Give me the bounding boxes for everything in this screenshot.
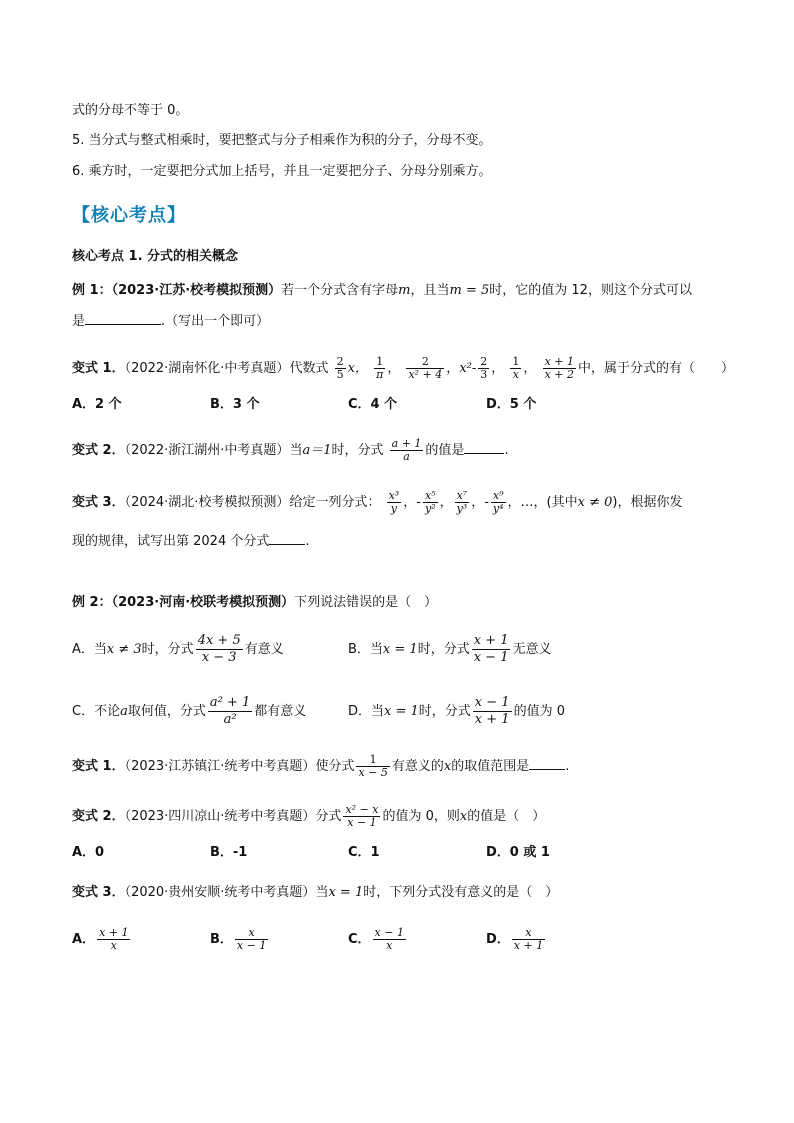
term-suffix: x， [347,361,368,376]
section-title: 核心考点 1. 分式的相关概念 [72,249,239,264]
answer-blank[interactable] [85,310,161,325]
variant-3a-prefix: 变式 3． [72,495,125,510]
option-a[interactable]: A．当x ≠ 3时，分式 $\frac{4x + 5}{x - 3}$ 有意义 [72,633,284,665]
example-1-prefix: 例 1： [72,283,112,298]
variant-2b-text-a: 分式 [315,809,342,824]
variant-1b-prefix: 变式 1． [72,759,125,774]
variant-1b-var: x [443,759,452,774]
option-a[interactable]: A．0 [72,845,105,860]
option-d[interactable]: D． $\frac{x}{x + 1}$ [486,926,544,952]
example-1-cond: m = 5 [449,283,490,298]
fraction: $\frac{\text{a² + 1}}{\text{a²}}$ [209,695,251,727]
variant-1b-text-a: 使分式 [315,759,355,774]
variant-1b-text-b: 有意义的 [391,759,444,774]
example-1 [72,280,732,302]
fraction: $\frac{\text{x⁷}}{\text{y³}}$ [456,489,468,515]
variant-2a-text-b: 时，分式 [331,443,384,458]
fraction: $\frac{2}{3}$ [480,355,488,381]
fraction: $\frac{x + 1}{x - 1}$ [473,633,509,665]
option-d[interactable]: D．0 或 1 [486,845,550,860]
variant-3b-cond: x = 1 [328,885,364,900]
option-c[interactable]: C．不论a取何值，分式 $\frac{\text{a² + 1}}{\text{a²}}$ 都有意义 [72,695,307,727]
fraction: $\frac{x}{x - 1}$ [236,926,267,952]
variant-2a-prefix: 变式 2． [72,443,125,458]
fraction: $\frac{x - 1}{x}$ [374,926,404,952]
variant-2b [72,800,732,834]
example-1-text-a: 若一个分式含有字母 [281,283,399,298]
option-a[interactable]: A． $\frac{x + 1}{x}$ [72,926,129,952]
term-sign: - [484,495,489,510]
fraction: $\frac{x + 1}{x + 2}$ [544,355,574,381]
separator: ， [446,361,460,376]
separator: ， [491,361,505,376]
fraction: $\frac{2}{\text{x² + 4}}$ [408,355,443,381]
fraction: $\frac{\text{x² − x}}{x - 1}$ [345,803,379,829]
fraction: $\frac{x + 1}{x}$ [99,926,129,952]
section-banner: 【核心考点】 [72,205,186,226]
variant-2a-source: （2022·浙江湖州·中考真题） [124,443,290,458]
separator: ， [523,361,537,376]
term-sign: - [416,495,421,510]
variant-2a-text-a: 当 [289,443,303,458]
variant-3b-text-b: 时，下列分式没有意义的是（ ） [363,885,559,900]
variant-2b-var: x [459,809,468,824]
intro-line-cont: 式的分母不等于 0。 [72,103,189,118]
variant-1a [72,352,732,386]
variant-2a-text-d: . [504,443,509,458]
variant-3a-text-c: )，根据你发 [612,495,683,510]
variant-3b [72,882,732,904]
variant-3a-line2-a: 现的规律，试写出第 2024 个分式 [72,534,270,549]
variant-3b-text-a: 当 [315,885,329,900]
fraction: $\frac{4x + 5}{x - 3}$ [197,633,241,665]
example-2-text: 下列说法错误的是（ ） [294,595,438,610]
option-a[interactable]: A．2 个 [72,397,122,412]
variant-3a-source: （2024·湖北·校考模拟预测） [124,495,290,510]
option-b[interactable]: B． $\frac{x}{x - 1}$ [210,926,267,952]
example-2 [72,592,732,614]
separator: ， [387,361,401,376]
variant-2b-text-b: 的值为 0，则 [382,809,460,824]
variant-3a-cond: x ≠ 0 [577,495,613,510]
variant-3b-source: （2020·贵州安顺·统考中考真题） [124,885,316,900]
option-c[interactable]: C．1 [348,845,380,860]
example-1-text-b: ，且当 [410,283,450,298]
variant-1b-source: （2023·江苏镇江·统考中考真题） [124,759,316,774]
example-1-line2-a: 是 [72,314,86,329]
variant-3b-prefix: 变式 3． [72,885,125,900]
fraction: $\frac{\text{x⁵}}{\text{y²}}$ [424,489,436,515]
variant-1b [72,750,732,784]
example-2-source: （2023·河南·校联考模拟预测） [111,595,295,610]
variant-1a-text-b: 中，属于分式的有（ ） [577,361,734,376]
example-1-line2 [72,310,732,333]
example-2-prefix: 例 2： [72,595,112,610]
fraction: $\frac{x - 1}{x + 1}$ [474,695,510,727]
option-c[interactable]: C． $\frac{x - 1}{x}$ [348,926,404,952]
answer-blank[interactable] [464,439,504,454]
variant-1b-text-d: . [565,759,570,774]
fraction: $\frac{a + 1}{a}$ [391,437,422,463]
answer-blank[interactable] [269,530,305,545]
variant-1a-prefix: 变式 1． [72,361,125,376]
example-1-text-c: 时，它的值为 12，则这个分式可以 [489,283,692,298]
variant-2b-text-c: 的值是（ ） [467,809,546,824]
intro-item-6: 6. 乘方时，一定要把分式加上括号，并且一定要把分子、分母分别乘方。 [72,164,492,179]
term: x²- [459,361,477,376]
example-1-var-m: m [398,283,411,298]
option-d[interactable]: D．5 个 [486,397,537,412]
fraction: $\frac{\text{x⁹}}{\text{y⁴}}$ [492,489,504,515]
fraction: $\frac{1}{\pi}$ [376,355,384,381]
variant-2b-prefix: 变式 2． [72,809,125,824]
fraction: $\frac{\text{x³}}{y}$ [388,489,400,515]
option-b[interactable]: B．3 个 [210,397,260,412]
fraction: $\frac{2}{5}$ [336,355,344,381]
variant-1b-text-c: 的取值范围是 [451,759,530,774]
variant-2a-cond: a＝1 [302,443,332,458]
variant-1a-source: （2022·湖南怀化·中考真题） [124,361,290,376]
option-d[interactable]: D．当x = 1时，分式 $\frac{x - 1}{x + 1}$ 的值为 0 [348,695,565,727]
variant-3a-text-b: ，…，(其中 [507,495,578,510]
fraction: $\frac{1}{x - 5}$ [358,753,388,779]
answer-blank[interactable] [529,755,565,770]
variant-3a-text-a: 给定一列分式： [289,495,381,510]
option-b[interactable]: B．-1 [210,845,248,860]
fraction: $\frac{1}{x}$ [512,355,520,381]
fraction: $\frac{x}{x + 1}$ [513,926,544,952]
example-1-source: （2023·江苏·校考模拟预测） [111,283,282,298]
variant-3a-line2-b: . [305,534,310,549]
variant-2b-source: （2023·四川凉山·统考中考真题） [124,809,316,824]
variant-2a-text-c: 的值是 [425,443,465,458]
variant-1a-text-a: 代数式 [289,361,329,376]
variant-3a-line2 [72,530,732,553]
variant-2a [72,434,732,468]
example-1-line2-b: .（写出一个即可） [161,314,270,329]
option-c[interactable]: C．4 个 [348,397,398,412]
variant-3a: 变式 3．（2024·湖北·校考模拟预测）给定一列分式： $\frac{\text{x³}}{y}$ ，- $\frac{\text{x⁵}}{\text{y²}}$ ， $\frac{\text{x⁷}}{\text{y³}}$ ，- $\frac{\text{x⁹}}{\text{y⁴}}$ ，…，(其中x ≠ 0)，根据你发 [72,489,683,515]
intro-item-5: 5. 当分式与整式相乘时，要把整式与分子相乘作为积的分子，分母不变。 [72,133,492,148]
option-b[interactable]: B．当x = 1时，分式 $\frac{x + 1}{x - 1}$ 无意义 [348,633,552,665]
